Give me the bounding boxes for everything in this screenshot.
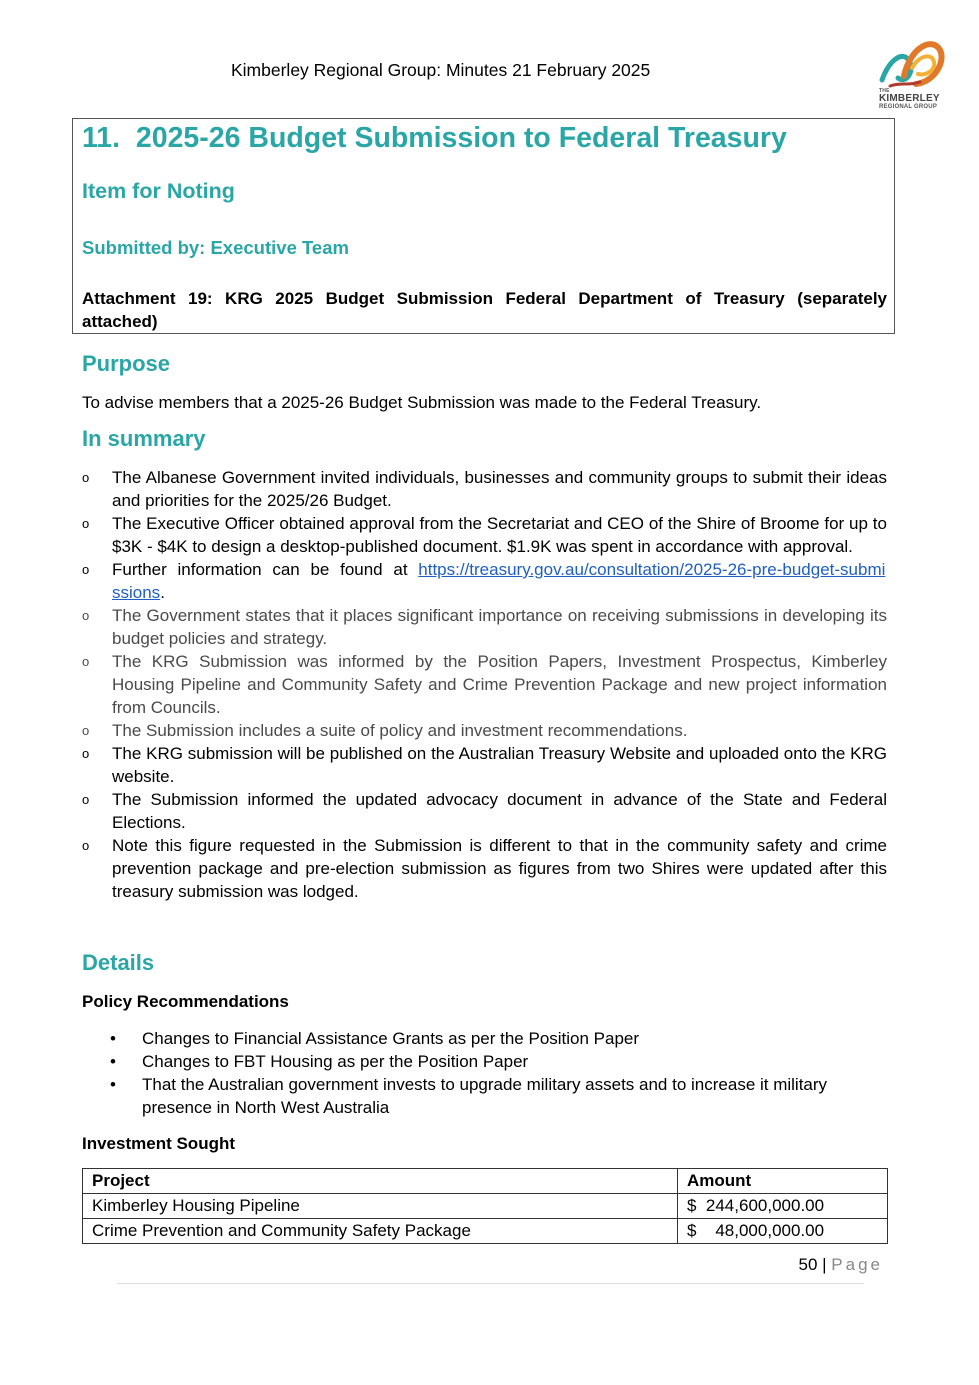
amount-cell: $ 244,600,000.00 (678, 1194, 888, 1219)
logo-wordmark (879, 88, 940, 112)
list-item (82, 466, 887, 512)
page-label: Page (831, 1255, 883, 1274)
item-type: Item for Noting (82, 179, 235, 203)
summary-list (82, 466, 887, 903)
bullet-marker: o (82, 838, 90, 853)
bullet-marker: • (110, 1052, 116, 1071)
list-item (110, 1050, 890, 1073)
list-item (82, 650, 887, 719)
list-item (82, 788, 887, 834)
bullet-marker: • (110, 1029, 116, 1048)
attachment-note: Attachment 19: KRG 2025 Budget Submission Federal Department of Treasury (separately attached) (82, 289, 887, 331)
bullet-marker: o (82, 792, 90, 807)
policy-item-text: Changes to FBT Housing as per the Position Paper (142, 1052, 529, 1071)
summary-item-text: The Submission informed the updated advocacy document in advance of the State and Federal Elections. (112, 790, 887, 832)
summary-heading: In summary (82, 426, 206, 451)
column-header: Amount (678, 1169, 888, 1194)
item-heading: 11. 2025-26 Budget Submission to Federal Treasury (82, 122, 787, 154)
bullet-marker: o (82, 654, 90, 669)
bullet-marker: o (82, 723, 90, 738)
bullet-marker: o (82, 746, 90, 761)
project-cell: Crime Prevention and Community Safety Package (83, 1219, 678, 1244)
document-header-title: Kimberley Regional Group: Minutes 21 February 2025 (231, 60, 651, 80)
policy-list (110, 1027, 890, 1119)
page-number: 50 (798, 1255, 818, 1274)
summary-item-text: The KRG Submission was informed by the Position Papers, Investment Prospectus, Kimberley Housing Pipeline and Community Safety and Crime Prevention Package and new project information from Councils. (112, 652, 887, 717)
submitted-by: Submitted by: Executive Team (82, 237, 349, 258)
policy-item-text: Changes to Financial Assistance Grants as per the Position Paper (142, 1029, 640, 1048)
summary-item-text: The Government states that it places significant importance on receiving submissions in developing its budget policies and strategy. (112, 606, 887, 648)
bullet-marker: o (82, 608, 90, 623)
policy-item-text: That the Australian government invests to upgrade military assets and to increase it military presence in North West Australia (142, 1075, 828, 1117)
logo-text-line3: REGIONAL GROUP (879, 104, 938, 110)
summary-item-text: The Submission includes a suite of policy and investment recommendations. (112, 721, 688, 740)
page-footer (798, 1255, 883, 1275)
summary-item-text: The Albanese Government invited individuals, businesses and community groups to submit their ideas and priorities for the 2025/26 Budget. (112, 468, 887, 510)
logo-text-line1: THE (879, 88, 890, 94)
summary-item-text: The KRG submission will be published on the Australian Treasury Website and uploaded onto the KRG website. (112, 744, 887, 786)
summary-item-text: Further information can be found at (112, 560, 419, 579)
purpose-heading: Purpose (82, 351, 171, 376)
page-separator: | (822, 1255, 827, 1274)
table-row (83, 1194, 888, 1219)
list-item (82, 834, 887, 903)
list-item (110, 1027, 890, 1050)
list-item (82, 719, 887, 742)
logo-text-line2: KIMBERLEY (879, 93, 940, 104)
table-header-row (83, 1169, 888, 1194)
treasury-link[interactable]: https://treasury.gov.au/consultation/2025-26-pre-budget-submissions (112, 560, 886, 602)
investment-table (82, 1168, 888, 1244)
purpose-text: To advise members that a 2025-26 Budget Submission was made to the Federal Treasury. (82, 393, 762, 412)
bullet-marker: • (110, 1075, 116, 1094)
table-row (83, 1219, 888, 1244)
amount-cell: $ 48,000,000.00 (678, 1219, 888, 1244)
summary-item-text: Note this figure requested in the Submission is different to that in the community safety and crime prevention package and pre-election submission as figures from two Shires were updated after this treasury submission was lodged. (112, 836, 887, 901)
project-cell: Kimberley Housing Pipeline (83, 1194, 678, 1219)
column-header: Project (83, 1169, 678, 1194)
investment-heading: Investment Sought (82, 1134, 236, 1153)
details-heading: Details (82, 950, 155, 975)
list-item (82, 558, 887, 604)
list-item (82, 512, 887, 558)
summary-item-text: The Executive Officer obtained approval from the Secretariat and CEO of the Shire of Broome for up to $3K - $4K to design a desktop-published document. $1.9K was spent in accordance with approval. (112, 514, 887, 556)
list-item (110, 1073, 890, 1119)
bullet-marker: o (82, 562, 90, 577)
list-item (82, 604, 887, 650)
policy-heading: Policy Recommendations (82, 992, 289, 1011)
footer-divider (117, 1283, 864, 1284)
bullet-marker: o (82, 516, 90, 531)
link-suffix: . (160, 583, 165, 602)
bullet-marker: o (82, 470, 90, 485)
list-item (82, 742, 887, 788)
